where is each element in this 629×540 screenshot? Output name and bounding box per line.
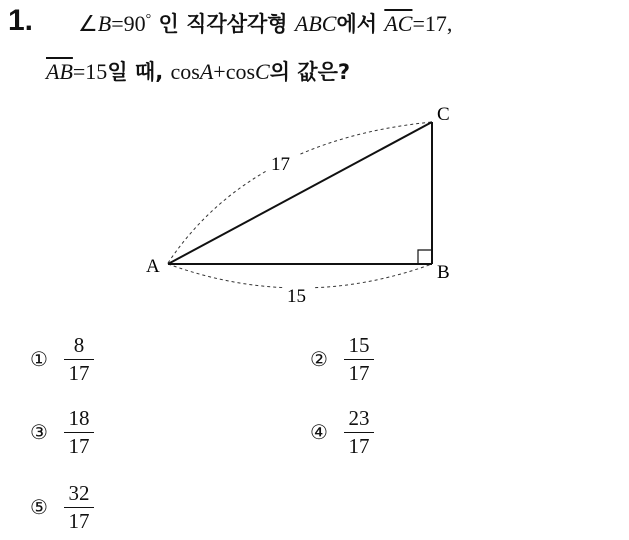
cos-a-function: cos xyxy=(170,59,200,84)
choice-4[interactable] xyxy=(310,406,374,458)
choice-1-fraction xyxy=(64,333,94,385)
choice-1-numerator: 8 xyxy=(64,333,94,360)
segment-ac: $\overline{AC}$ xyxy=(384,11,413,36)
side-ac xyxy=(168,122,432,264)
question-text-b: 에서 xyxy=(336,12,385,36)
vertex-label-a: A xyxy=(146,256,160,277)
question-text-c: 일 때, xyxy=(107,60,171,84)
choice-3-marker: ③ xyxy=(30,420,48,444)
choice-4-fraction xyxy=(344,406,374,458)
equals-15: =15 xyxy=(72,59,108,84)
choice-2-numerator: 15 xyxy=(344,333,374,360)
choice-5-fraction xyxy=(64,481,94,533)
choice-1-marker: ① xyxy=(30,347,48,371)
angle-variable: B xyxy=(97,11,112,36)
choice-3-denominator: 17 xyxy=(68,434,90,458)
choice-4-marker: ④ xyxy=(310,420,328,444)
right-angle-mark xyxy=(418,250,432,264)
equals-17: =17, xyxy=(412,11,453,36)
choice-3-fraction xyxy=(64,406,94,458)
choice-4-numerator: 23 xyxy=(344,406,374,433)
equals-90: =90 xyxy=(111,11,146,36)
choice-3[interactable] xyxy=(30,406,94,458)
plus-sign: + xyxy=(213,59,226,84)
choice-3-numerator: 18 xyxy=(64,406,94,433)
vertex-label-b: B xyxy=(437,262,450,283)
choice-2-denominator: 17 xyxy=(348,361,370,385)
angle-symbol: ∠ xyxy=(78,11,98,36)
question-text-d: 의 값은? xyxy=(269,60,351,84)
base-length-label: 15 xyxy=(287,286,306,307)
choice-5[interactable] xyxy=(30,481,94,533)
choice-4-denominator: 17 xyxy=(348,434,370,458)
vertex-label-c: C xyxy=(437,104,450,125)
segment-ab: $\overline{AB}$ xyxy=(46,59,73,84)
choice-1-denominator: 17 xyxy=(68,361,90,385)
choice-2[interactable] xyxy=(310,333,374,385)
question-text-a: 인 직각삼각형 xyxy=(151,12,295,36)
cos-c-function: cos xyxy=(225,59,256,84)
hypotenuse-length-label: 17 xyxy=(271,154,290,175)
choice-5-denominator: 17 xyxy=(68,509,90,533)
choice-1[interactable] xyxy=(30,333,94,385)
triangle-name: ABC xyxy=(294,11,337,36)
choice-5-numerator: 32 xyxy=(64,481,94,508)
degree-symbol: ° xyxy=(145,12,152,27)
cos-a-variable: A xyxy=(199,59,214,84)
question-number: 1. xyxy=(8,4,34,37)
cos-c-variable: C xyxy=(255,59,270,84)
choice-2-fraction xyxy=(344,333,374,385)
choice-5-marker: ⑤ xyxy=(30,495,48,519)
choice-2-marker: ② xyxy=(310,347,328,371)
